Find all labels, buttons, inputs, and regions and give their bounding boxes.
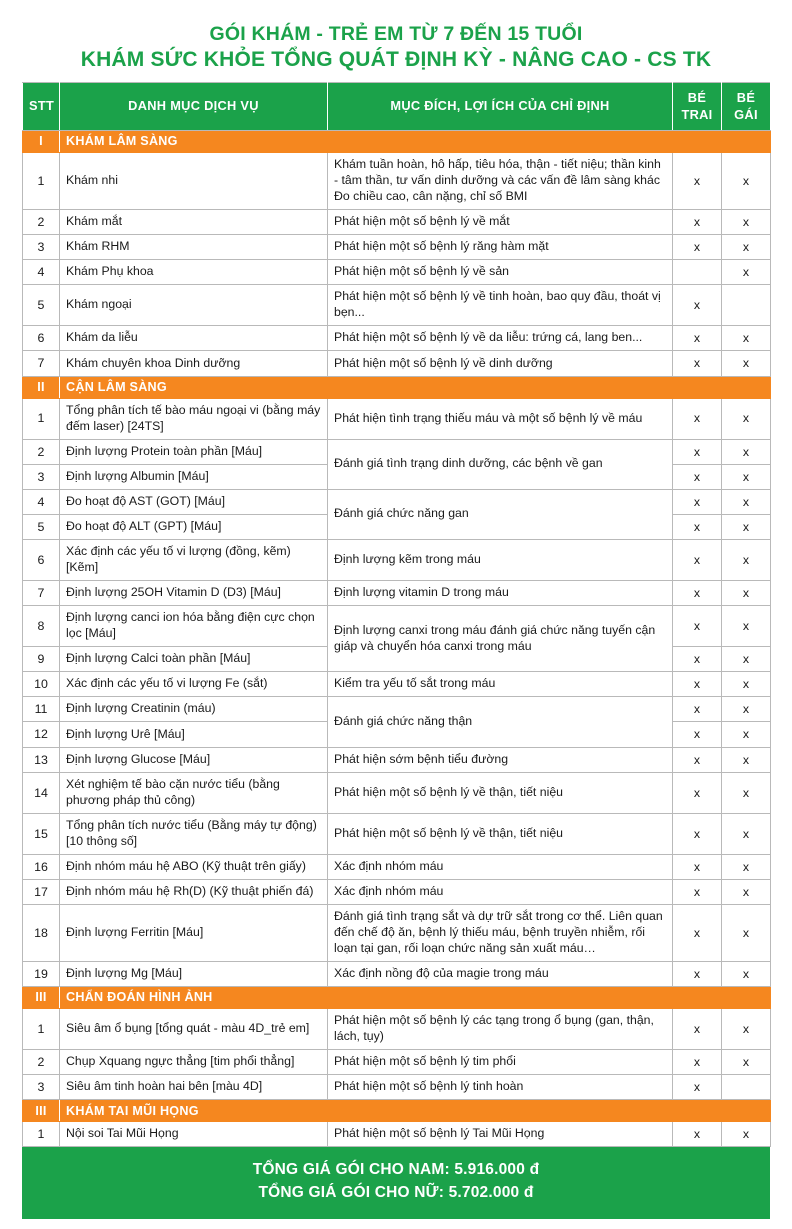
service-purpose: Phát hiện một số bệnh lý về mắt <box>328 209 673 234</box>
row-index: 7 <box>23 581 60 606</box>
table-row <box>23 697 771 722</box>
mark-boy: x <box>673 1075 722 1100</box>
mark-girl: x <box>722 1122 771 1147</box>
section-spacer-girl <box>722 986 771 1008</box>
service-name: Khám da liễu <box>60 326 328 351</box>
service-name: Xác định các yếu tố vi lượng (đồng, kẽm) [Kẽm] <box>60 540 328 581</box>
service-name: Định lượng Mg [Máu] <box>60 961 328 986</box>
row-index: 11 <box>23 697 60 722</box>
column-header-boy-line1: BÉ <box>687 89 707 105</box>
mark-boy: x <box>673 879 722 904</box>
table-row <box>23 260 771 285</box>
table-header <box>23 83 771 131</box>
row-index: 5 <box>23 514 60 539</box>
service-purpose: Định lượng vitamin D trong máu <box>328 581 673 606</box>
mark-girl: x <box>722 647 771 672</box>
table-body <box>23 131 771 1147</box>
table-row <box>23 489 771 514</box>
section-header-row <box>23 131 771 153</box>
service-name: Nội soi Tai Mũi Họng <box>60 1122 328 1147</box>
mark-boy: x <box>673 747 722 772</box>
column-header-girl <box>722 83 771 131</box>
column-header-boy <box>673 83 722 131</box>
service-name: Khám chuyên khoa Dinh dưỡng <box>60 351 328 376</box>
table-row <box>23 606 771 647</box>
row-index: 1 <box>23 1122 60 1147</box>
service-name: Định lượng Protein toàn phần [Máu] <box>60 439 328 464</box>
mark-boy: x <box>673 153 722 210</box>
row-index: 2 <box>23 1049 60 1074</box>
table-row <box>23 813 771 854</box>
mark-girl: x <box>722 747 771 772</box>
row-index: 1 <box>23 398 60 439</box>
service-purpose: Khám tuần hoàn, hô hấp, tiêu hóa, thận - tiết niệu; thần kinh - tâm thần, tư vấn dinh dưỡng và các vấn đề lâm sàng khác Đo chiều cao, cân nặng, chỉ số BMI <box>328 153 673 210</box>
service-name: Đo hoạt độ AST (GOT) [Máu] <box>60 489 328 514</box>
section-header-row <box>23 986 771 1008</box>
row-index: 12 <box>23 722 60 747</box>
mark-boy: x <box>673 1122 722 1147</box>
mark-boy: x <box>673 606 722 647</box>
column-header-purpose: MỤC ĐÍCH, LỢI ÍCH CỦA CHỈ ĐỊNH <box>328 83 673 131</box>
service-purpose: Xác định nhóm máu <box>328 879 673 904</box>
service-purpose: Đánh giá tình trạng dinh dưỡng, các bệnh về gan <box>328 439 673 489</box>
mark-girl: x <box>722 854 771 879</box>
row-index: 16 <box>23 854 60 879</box>
mark-girl: x <box>722 1049 771 1074</box>
row-index: 4 <box>23 260 60 285</box>
mark-girl: x <box>722 722 771 747</box>
service-name: Xác định các yếu tố vi lượng Fe (sắt) <box>60 672 328 697</box>
total-price-female: TỔNG GIÁ GÓI CHO NỮ: 5.702.000 đ <box>258 1183 534 1201</box>
row-index: 6 <box>23 540 60 581</box>
section-spacer <box>328 376 673 398</box>
mark-boy: x <box>673 854 722 879</box>
service-name: Khám ngoại <box>60 285 328 326</box>
mark-girl: x <box>722 1008 771 1049</box>
service-name: Định lượng Urê [Máu] <box>60 722 328 747</box>
service-purpose: Phát hiện một số bệnh lý về thận, tiết niệu <box>328 813 673 854</box>
section-spacer-girl <box>722 131 771 153</box>
row-index: 13 <box>23 747 60 772</box>
mark-girl: x <box>722 489 771 514</box>
table-row <box>23 326 771 351</box>
table-row <box>23 879 771 904</box>
mark-boy: x <box>673 514 722 539</box>
mark-boy: x <box>673 647 722 672</box>
section-spacer-boy <box>673 131 722 153</box>
mark-girl: x <box>722 439 771 464</box>
mark-girl: x <box>722 904 771 961</box>
mark-boy: x <box>673 235 722 260</box>
service-name: Định lượng canci ion hóa bằng điện cực chọn lọc [Máu] <box>60 606 328 647</box>
row-index: 4 <box>23 489 60 514</box>
mark-boy: x <box>673 489 722 514</box>
table-row <box>23 209 771 234</box>
service-name: Khám RHM <box>60 235 328 260</box>
mark-girl: x <box>722 813 771 854</box>
mark-boy: x <box>673 813 722 854</box>
mark-girl: x <box>722 606 771 647</box>
table-row <box>23 153 771 210</box>
service-name: Siêu âm tinh hoàn hai bên [màu 4D] <box>60 1075 328 1100</box>
section-spacer-boy <box>673 376 722 398</box>
table-header-row <box>23 83 771 131</box>
table-row <box>23 1122 771 1147</box>
mark-boy: x <box>673 961 722 986</box>
service-purpose: Phát hiện tình trạng thiếu máu và một số bệnh lý về máu <box>328 398 673 439</box>
mark-girl <box>722 285 771 326</box>
service-name: Xét nghiệm tế bào cặn nước tiểu (bằng phương pháp thủ công) <box>60 772 328 813</box>
service-purpose: Đánh giá tình trạng sắt và dự trữ sắt trong cơ thể. Liên quan đến chế độ ăn, bệnh lý thiếu máu, bệnh truyền nhiễm, rối loạn tại gan, rối loạn chức năng sản xuất máu… <box>328 904 673 961</box>
page-title <box>22 22 770 73</box>
section-roman: III <box>23 986 60 1008</box>
service-purpose: Phát hiện một số bệnh lý tim phổi <box>328 1049 673 1074</box>
row-index: 17 <box>23 879 60 904</box>
row-index: 5 <box>23 285 60 326</box>
table-row <box>23 581 771 606</box>
service-purpose: Phát hiện một số bệnh lý về da liễu: trứng cá, lang ben... <box>328 326 673 351</box>
service-name: Tổng phân tích tế bào máu ngoại vi (bằng máy đếm laser) [24TS] <box>60 398 328 439</box>
service-purpose: Phát hiện một số bệnh lý về sản <box>328 260 673 285</box>
service-purpose: Phát hiện một số bệnh lý về dinh dưỡng <box>328 351 673 376</box>
table-row <box>23 904 771 961</box>
mark-boy: x <box>673 326 722 351</box>
service-name: Siêu âm ổ bụng [tổng quát - màu 4D_trẻ em] <box>60 1008 328 1049</box>
total-price-male: TỔNG GIÁ GÓI CHO NAM: 5.916.000 đ <box>252 1161 540 1179</box>
service-purpose: Phát hiện một số bệnh lý răng hàm mặt <box>328 235 673 260</box>
service-purpose: Đánh giá chức năng thận <box>328 697 673 747</box>
table-row <box>23 285 771 326</box>
mark-girl: x <box>722 540 771 581</box>
mark-girl: x <box>722 514 771 539</box>
service-purpose: Xác định nồng độ của magie trong máu <box>328 961 673 986</box>
section-spacer <box>328 131 673 153</box>
section-label: KHÁM TAI MŨI HỌNG <box>60 1100 328 1122</box>
mark-boy: x <box>673 1049 722 1074</box>
table-row <box>23 961 771 986</box>
service-purpose: Định lượng kẽm trong máu <box>328 540 673 581</box>
title-line-2: KHÁM SỨC KHỎE TỔNG QUÁT ĐỊNH KỲ - NÂNG CAO - CS TK <box>80 47 712 71</box>
mark-boy: x <box>673 209 722 234</box>
mark-boy: x <box>673 697 722 722</box>
section-spacer <box>328 986 673 1008</box>
row-index: 10 <box>23 672 60 697</box>
row-index: 2 <box>23 439 60 464</box>
mark-girl: x <box>722 153 771 210</box>
mark-boy: x <box>673 439 722 464</box>
mark-girl: x <box>722 672 771 697</box>
mark-girl: x <box>722 464 771 489</box>
mark-girl <box>722 1075 771 1100</box>
mark-boy: x <box>673 722 722 747</box>
row-index: 19 <box>23 961 60 986</box>
mark-boy: x <box>673 581 722 606</box>
mark-girl: x <box>722 772 771 813</box>
row-index: 1 <box>23 153 60 210</box>
service-purpose: Phát hiện một số bệnh lý Tai Mũi Họng <box>328 1122 673 1147</box>
mark-girl: x <box>722 326 771 351</box>
mark-girl: x <box>722 697 771 722</box>
column-header-girl-line2: GÁI <box>734 106 758 122</box>
table-row <box>23 1049 771 1074</box>
service-purpose: Kiểm tra yếu tố sắt trong máu <box>328 672 673 697</box>
mark-boy: x <box>673 351 722 376</box>
mark-boy: x <box>673 772 722 813</box>
row-index: 7 <box>23 351 60 376</box>
section-roman: II <box>23 376 60 398</box>
section-label: KHÁM LÂM SÀNG <box>60 131 328 153</box>
service-purpose: Phát hiện một số bệnh lý về tinh hoàn, bao quy đầu, thoát vị bẹn... <box>328 285 673 326</box>
service-name: Định lượng Calci toàn phần [Máu] <box>60 647 328 672</box>
service-purpose: Phát hiện một số bệnh lý tinh hoàn <box>328 1075 673 1100</box>
row-index: 2 <box>23 209 60 234</box>
section-spacer <box>328 1100 673 1122</box>
table-row <box>23 540 771 581</box>
service-name: Định nhóm máu hệ ABO (Kỹ thuật trên giấy) <box>60 854 328 879</box>
column-header-stt: STT <box>23 83 60 131</box>
mark-girl: x <box>722 260 771 285</box>
section-label: CẬN LÂM SÀNG <box>60 376 328 398</box>
service-name: Định lượng Ferritin [Máu] <box>60 904 328 961</box>
table-row <box>23 747 771 772</box>
service-name: Định lượng 25OH Vitamin D (D3) [Máu] <box>60 581 328 606</box>
row-index: 9 <box>23 647 60 672</box>
mark-girl: x <box>722 581 771 606</box>
service-name: Định lượng Creatinin (máu) <box>60 697 328 722</box>
mark-boy: x <box>673 540 722 581</box>
row-index: 18 <box>23 904 60 961</box>
section-label: CHẨN ĐOÁN HÌNH ẢNH <box>60 986 328 1008</box>
service-name: Khám Phụ khoa <box>60 260 328 285</box>
row-index: 3 <box>23 1075 60 1100</box>
section-roman: III <box>23 1100 60 1122</box>
service-name: Định nhóm máu hệ Rh(D) (Kỹ thuật phiến đá) <box>60 879 328 904</box>
row-index: 3 <box>23 464 60 489</box>
mark-boy <box>673 260 722 285</box>
table-row <box>23 854 771 879</box>
mark-girl: x <box>722 209 771 234</box>
table-row <box>23 772 771 813</box>
service-purpose: Đánh giá chức năng gan <box>328 489 673 539</box>
section-spacer-girl <box>722 1100 771 1122</box>
service-name: Khám mắt <box>60 209 328 234</box>
service-name: Định lượng Albumin [Máu] <box>60 464 328 489</box>
service-name: Định lượng Glucose [Máu] <box>60 747 328 772</box>
row-index: 3 <box>23 235 60 260</box>
service-name: Chụp Xquang ngực thẳng [tim phổi thẳng] <box>60 1049 328 1074</box>
service-purpose: Phát hiện sớm bệnh tiểu đường <box>328 747 673 772</box>
row-index: 6 <box>23 326 60 351</box>
service-name: Đo hoạt độ ALT (GPT) [Máu] <box>60 514 328 539</box>
column-header-boy-line2: TRAI <box>681 106 713 122</box>
service-purpose: Phát hiện một số bệnh lý về thận, tiết niệu <box>328 772 673 813</box>
row-index: 8 <box>23 606 60 647</box>
mark-boy: x <box>673 1008 722 1049</box>
mark-boy: x <box>673 672 722 697</box>
mark-girl: x <box>722 961 771 986</box>
table-row <box>23 351 771 376</box>
service-purpose: Xác định nhóm máu <box>328 854 673 879</box>
table-row <box>23 398 771 439</box>
service-name: Tổng phân tích nước tiểu (Bằng máy tự động) [10 thông số] <box>60 813 328 854</box>
title-line-1: GÓI KHÁM - TRẺ EM TỪ 7 ĐẾN 15 TUỔI <box>209 23 583 45</box>
mark-girl: x <box>722 351 771 376</box>
section-spacer-girl <box>722 376 771 398</box>
table-row <box>23 672 771 697</box>
section-spacer-boy <box>673 986 722 1008</box>
service-name: Khám nhi <box>60 153 328 210</box>
column-header-service: DANH MỤC DỊCH VỤ <box>60 83 328 131</box>
mark-girl: x <box>722 879 771 904</box>
table-row <box>23 1008 771 1049</box>
mark-girl: x <box>722 235 771 260</box>
section-roman: I <box>23 131 60 153</box>
service-purpose: Định lượng canxi trong máu đánh giá chức năng tuyến cận giáp và chuyển hóa canxi trong máu <box>328 606 673 672</box>
table-row <box>23 439 771 464</box>
row-index: 1 <box>23 1008 60 1049</box>
mark-girl: x <box>722 398 771 439</box>
section-header-row <box>23 376 771 398</box>
mark-boy: x <box>673 904 722 961</box>
table-row <box>23 1075 771 1100</box>
table-row <box>23 235 771 260</box>
total-price-banner <box>22 1147 770 1219</box>
section-header-row <box>23 1100 771 1122</box>
mark-boy: x <box>673 464 722 489</box>
row-index: 15 <box>23 813 60 854</box>
column-header-girl-line1: BÉ <box>736 89 756 105</box>
section-spacer-boy <box>673 1100 722 1122</box>
mark-boy: x <box>673 285 722 326</box>
service-purpose: Phát hiện một số bệnh lý các tạng trong ổ bụng (gan, thận, lách, tụy) <box>328 1008 673 1049</box>
service-table <box>22 82 771 1147</box>
mark-boy: x <box>673 398 722 439</box>
row-index: 14 <box>23 772 60 813</box>
